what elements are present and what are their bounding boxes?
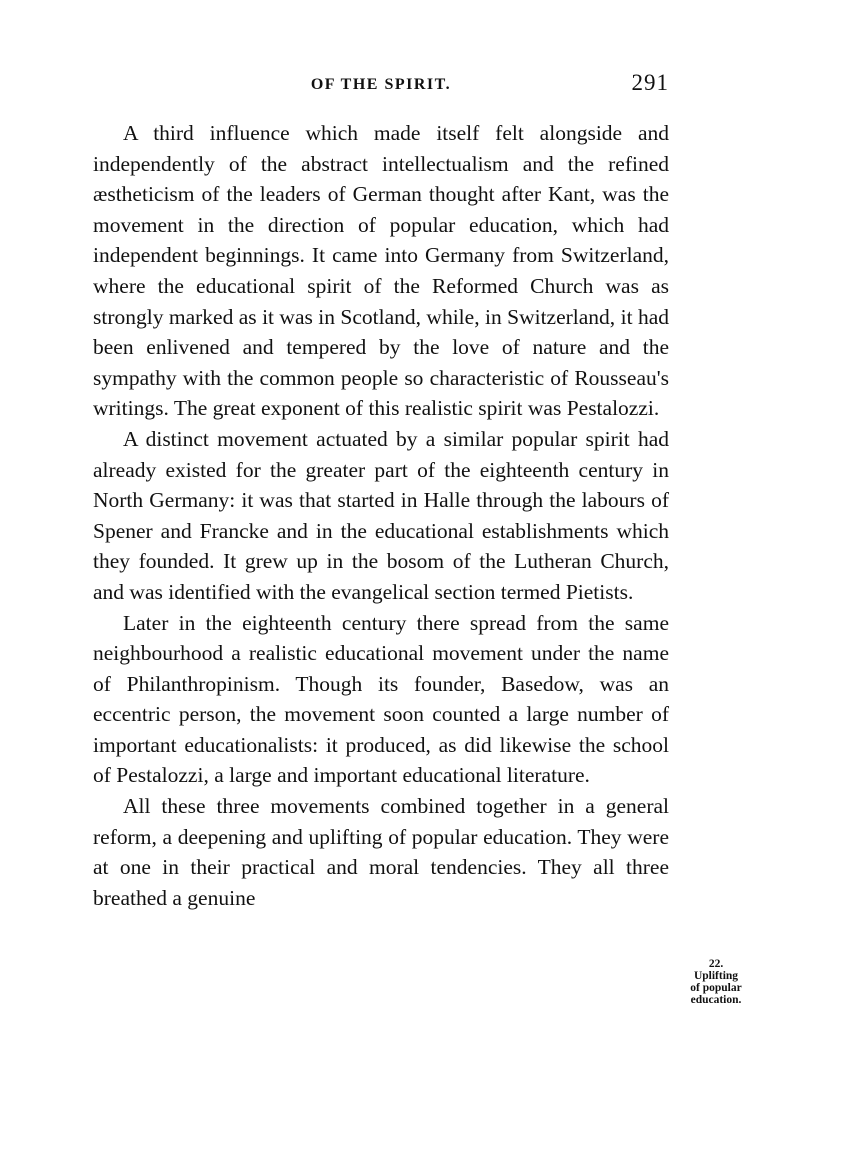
page-number: 291 [631,70,669,95]
page-header [93,70,669,104]
margin-note-line-1: Uplifting [693,970,739,982]
body-text [93,118,669,913]
paragraph-1: A third influence which made itself felt alongside and independently of the abstract intellectualism and the refined æstheticism of the leaders of German thought after Kant, was the movement in the direction of popular education, which had independent beginnings. It came into Germany from Switzerland, where the educational spirit of the Reformed Church was as strongly marked as it was in Scotland, while, in Switzerland, it had been enlivened and tempered by the love of nature and the sympathy with the common people so characteristic of Rousseau's writings. The great exponent of this realistic spirit was Pestalozzi. [93,121,669,421]
margin-note-number: 22. [708,958,724,970]
paragraph-3: Later in the eighteenth century there spread from the same neighbourhood a realistic educational movement under the name of Philanthropinism. Though its founder, Basedow, was an eccentric person, the movement soon counted a large number of important educationalists: it produced, as did likewise the school of Pestalozzi, a large and important educational literature. [93,610,669,788]
running-head: OF THE SPIRIT. [310,76,452,93]
margin-note-line-2: of popular [690,982,742,994]
paragraph-4: All these three movements combined together in a general reform, a deepening and uplifting of popular education. They were at one in their practical and moral tendencies. They all three breathed a genuine [93,794,669,910]
margin-note [673,958,759,1006]
paragraph-2: A distinct movement actuated by a similar popular spirit had already existed for the greater part of the eighteenth century in North Germany: it was that started in Halle through the labours of Spener and Francke and in the educational establishments which they founded. It grew up in the bosom of the Lutheran Church, and was identified with the evangelical section termed Pietists. [93,426,669,604]
margin-note-line-3: education. [690,994,742,1006]
